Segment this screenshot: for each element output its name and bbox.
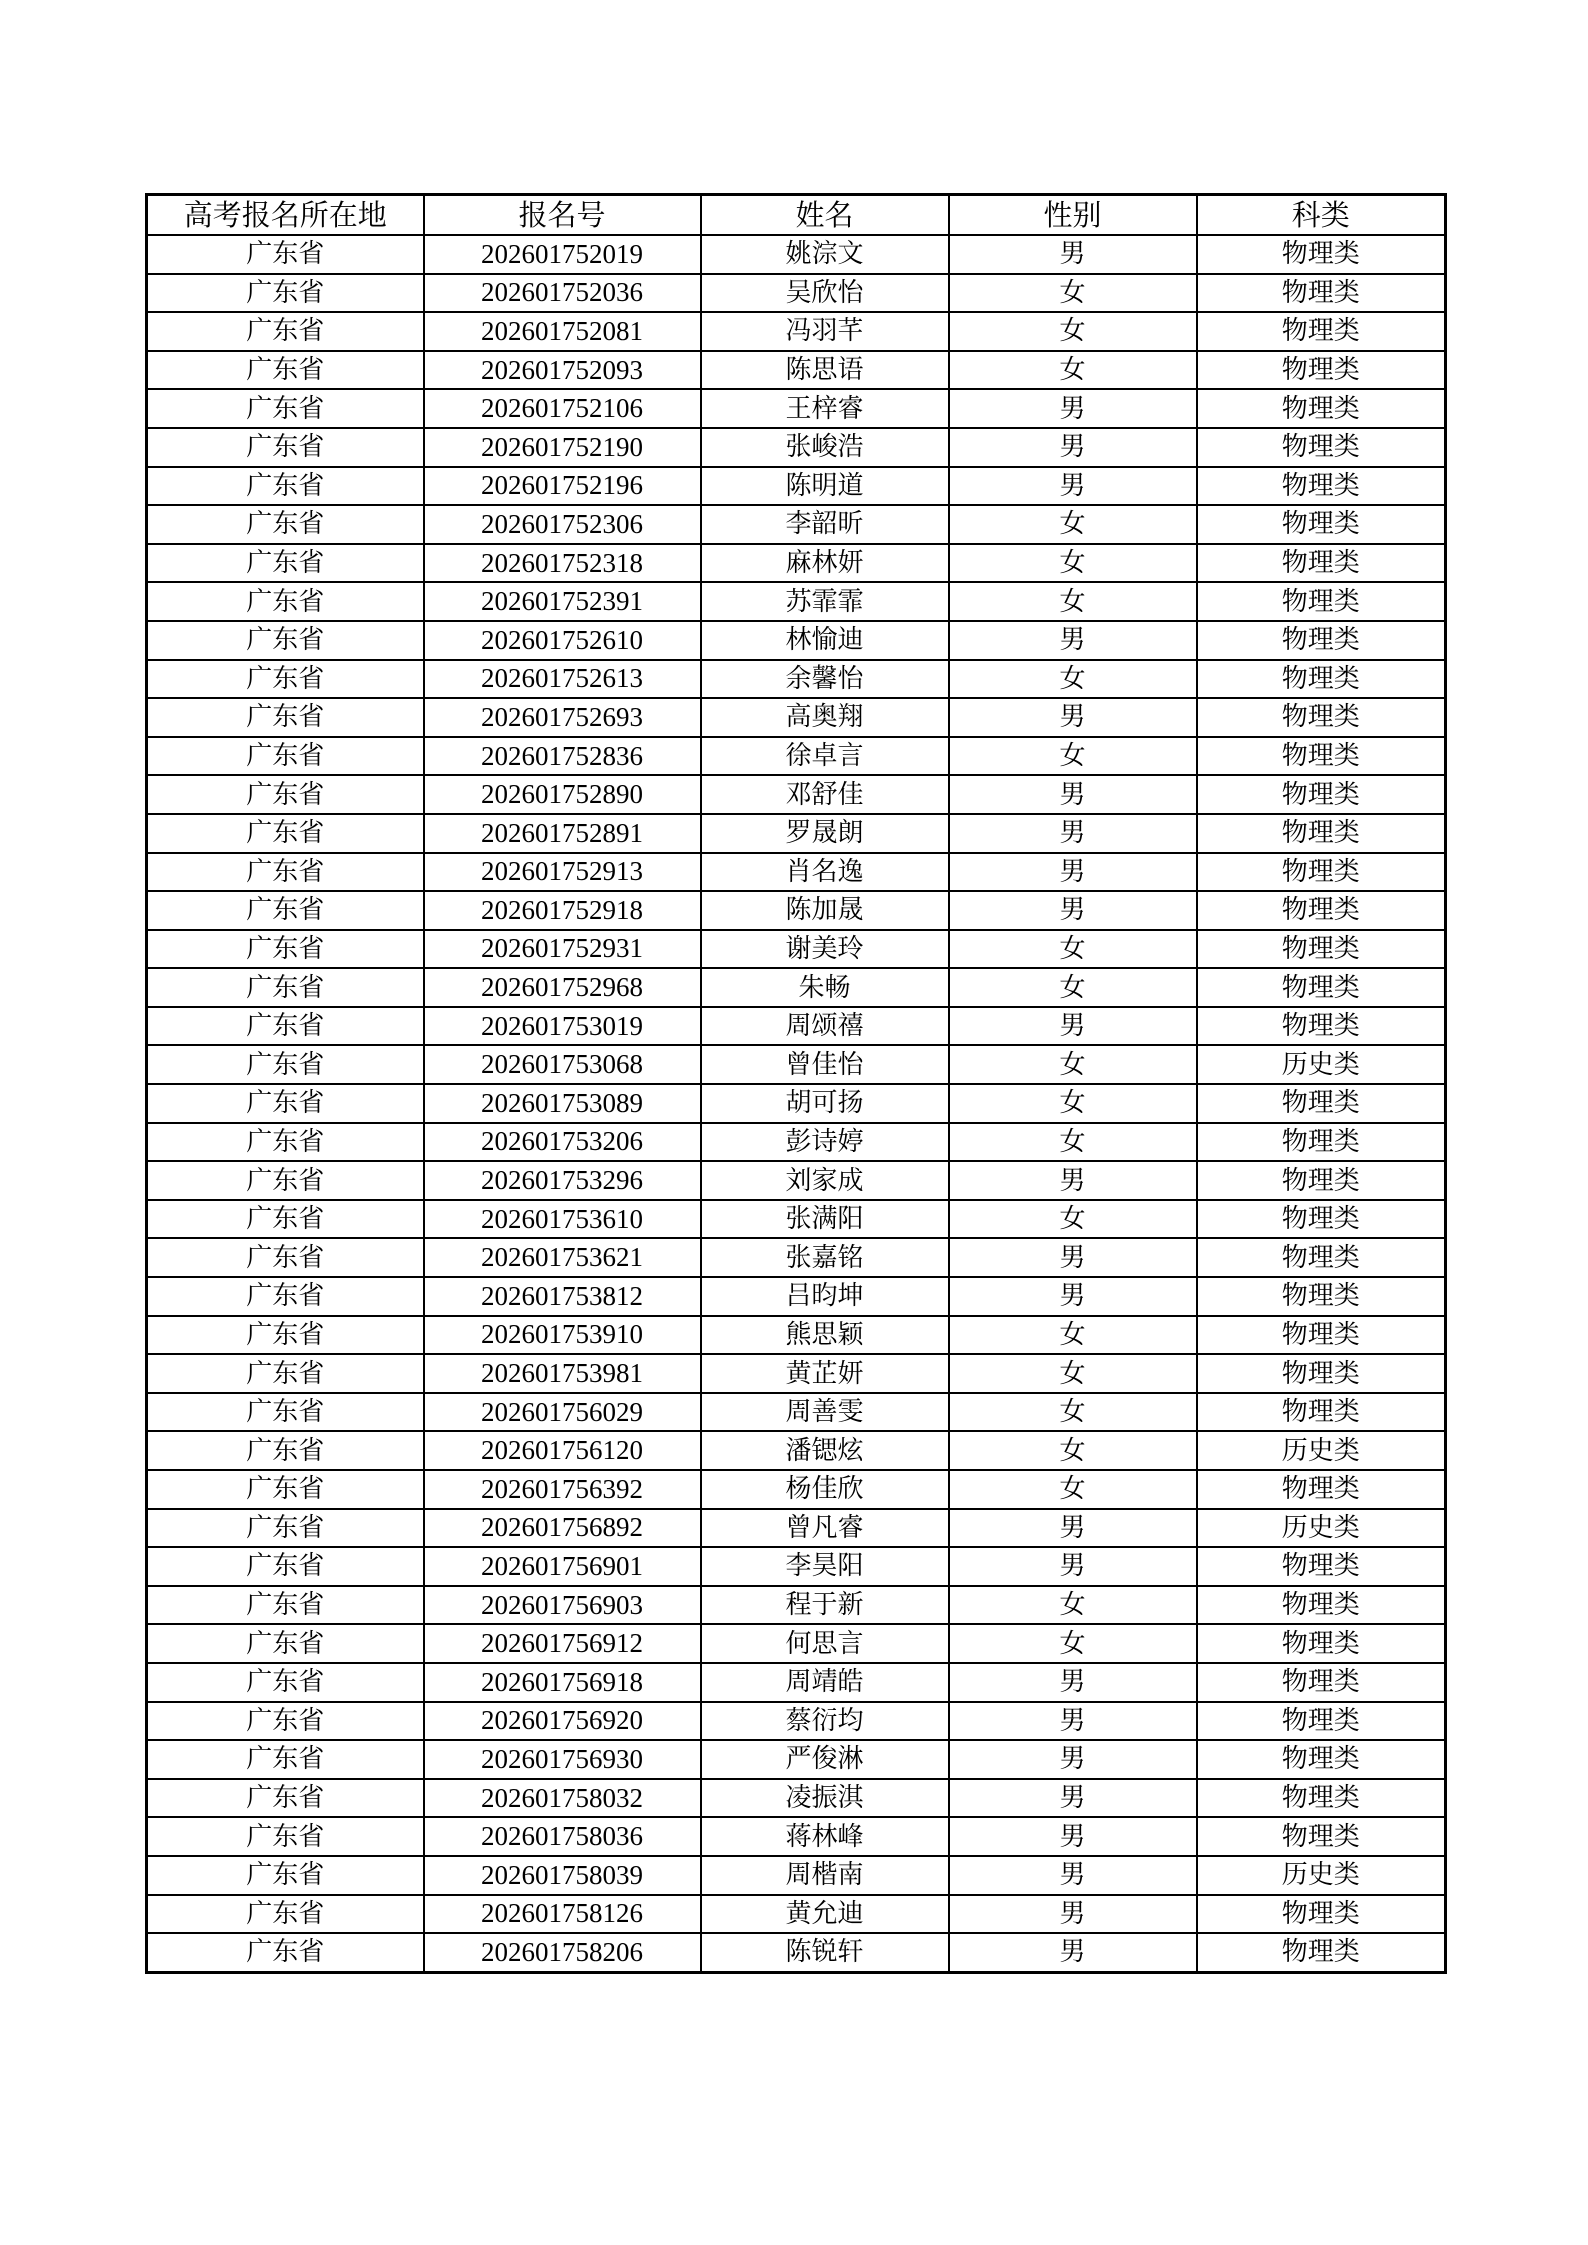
table-row <box>147 1740 1446 1779</box>
table-row <box>147 1238 1446 1277</box>
cell-location: 广东省 <box>147 660 424 699</box>
cell-subject-category: 物理类 <box>1197 968 1446 1007</box>
cell-name: 陈明道 <box>701 467 949 506</box>
cell-location: 广东省 <box>147 1779 424 1818</box>
table-row <box>147 1277 1446 1316</box>
cell-name: 刘家成 <box>701 1161 949 1200</box>
table-row <box>147 582 1446 621</box>
cell-name: 陈锐轩 <box>701 1933 949 1972</box>
table-row <box>147 1509 1446 1548</box>
cell-name: 胡可扬 <box>701 1084 949 1123</box>
cell-name: 王梓睿 <box>701 389 949 428</box>
cell-name: 何思言 <box>701 1624 949 1663</box>
cell-name: 张满阳 <box>701 1200 949 1239</box>
cell-registration-number: 202601753981 <box>424 1354 701 1393</box>
cell-registration-number: 202601756912 <box>424 1624 701 1663</box>
cell-subject-category: 物理类 <box>1197 1586 1446 1625</box>
cell-name: 吴欣怡 <box>701 274 949 313</box>
cell-name: 曾佳怡 <box>701 1045 949 1084</box>
cell-subject-category: 物理类 <box>1197 1702 1446 1741</box>
cell-gender: 男 <box>949 1856 1197 1895</box>
cell-name: 严俊淋 <box>701 1740 949 1779</box>
cell-registration-number: 202601752196 <box>424 467 701 506</box>
cell-name: 高奥翔 <box>701 698 949 737</box>
cell-registration-number: 202601756930 <box>424 1740 701 1779</box>
table-row <box>147 1586 1446 1625</box>
cell-location: 广东省 <box>147 1316 424 1355</box>
cell-registration-number: 202601752890 <box>424 775 701 814</box>
cell-name: 李昊阳 <box>701 1547 949 1586</box>
cell-gender: 女 <box>949 1431 1197 1470</box>
cell-location: 广东省 <box>147 891 424 930</box>
cell-gender: 女 <box>949 505 1197 544</box>
cell-location: 广东省 <box>147 1084 424 1123</box>
cell-registration-number: 202601758036 <box>424 1817 701 1856</box>
table-row <box>147 1007 1446 1046</box>
cell-registration-number: 202601752610 <box>424 621 701 660</box>
cell-gender: 女 <box>949 582 1197 621</box>
cell-registration-number: 202601752931 <box>424 930 701 969</box>
table-row <box>147 1084 1446 1123</box>
cell-gender: 女 <box>949 1393 1197 1432</box>
cell-registration-number: 202601752093 <box>424 351 701 390</box>
cell-subject-category: 历史类 <box>1197 1431 1446 1470</box>
cell-name: 蒋林峰 <box>701 1817 949 1856</box>
cell-gender: 男 <box>949 1007 1197 1046</box>
cell-registration-number: 202601756120 <box>424 1431 701 1470</box>
cell-name: 徐卓言 <box>701 737 949 776</box>
cell-location: 广东省 <box>147 1161 424 1200</box>
cell-registration-number: 202601752968 <box>424 968 701 1007</box>
cell-subject-category: 物理类 <box>1197 1084 1446 1123</box>
cell-location: 广东省 <box>147 351 424 390</box>
cell-name: 杨佳欣 <box>701 1470 949 1509</box>
cell-location: 广东省 <box>147 1624 424 1663</box>
cell-location: 广东省 <box>147 582 424 621</box>
cell-location: 广东省 <box>147 698 424 737</box>
cell-location: 广东省 <box>147 1123 424 1162</box>
table-row <box>147 1161 1446 1200</box>
cell-location: 广东省 <box>147 1933 424 1972</box>
cell-name: 朱畅 <box>701 968 949 1007</box>
cell-subject-category: 历史类 <box>1197 1045 1446 1084</box>
table-row <box>147 544 1446 583</box>
cell-name: 熊思颖 <box>701 1316 949 1355</box>
cell-subject-category: 物理类 <box>1197 235 1446 274</box>
cell-location: 广东省 <box>147 1509 424 1548</box>
cell-location: 广东省 <box>147 621 424 660</box>
cell-location: 广东省 <box>147 1817 424 1856</box>
cell-gender: 男 <box>949 1933 1197 1972</box>
cell-location: 广东省 <box>147 1200 424 1239</box>
cell-registration-number: 202601752913 <box>424 853 701 892</box>
cell-name: 冯羽芊 <box>701 312 949 351</box>
cell-gender: 男 <box>949 814 1197 853</box>
table-row <box>147 1702 1446 1741</box>
cell-location: 广东省 <box>147 1856 424 1895</box>
cell-name: 邓舒佳 <box>701 775 949 814</box>
cell-registration-number: 202601756918 <box>424 1663 701 1702</box>
cell-subject-category: 物理类 <box>1197 621 1446 660</box>
table-row <box>147 1624 1446 1663</box>
table-row <box>147 235 1446 274</box>
cell-gender: 男 <box>949 1277 1197 1316</box>
cell-gender: 女 <box>949 930 1197 969</box>
cell-name: 苏霏霏 <box>701 582 949 621</box>
cell-location: 广东省 <box>147 312 424 351</box>
cell-registration-number: 202601752836 <box>424 737 701 776</box>
cell-subject-category: 物理类 <box>1197 351 1446 390</box>
cell-gender: 男 <box>949 1779 1197 1818</box>
cell-registration-number: 202601753089 <box>424 1084 701 1123</box>
table-row <box>147 891 1446 930</box>
cell-subject-category: 物理类 <box>1197 389 1446 428</box>
cell-location: 广东省 <box>147 775 424 814</box>
cell-registration-number: 202601758206 <box>424 1933 701 1972</box>
cell-name: 林愉迪 <box>701 621 949 660</box>
cell-name: 陈思语 <box>701 351 949 390</box>
cell-gender: 男 <box>949 1663 1197 1702</box>
cell-name: 程于新 <box>701 1586 949 1625</box>
cell-name: 凌振淇 <box>701 1779 949 1818</box>
cell-subject-category: 物理类 <box>1197 1200 1446 1239</box>
table-row <box>147 1779 1446 1818</box>
cell-location: 广东省 <box>147 428 424 467</box>
cell-registration-number: 202601756892 <box>424 1509 701 1548</box>
cell-registration-number: 202601753812 <box>424 1277 701 1316</box>
cell-gender: 男 <box>949 621 1197 660</box>
cell-gender: 女 <box>949 312 1197 351</box>
cell-location: 广东省 <box>147 737 424 776</box>
cell-gender: 男 <box>949 1740 1197 1779</box>
cell-location: 广东省 <box>147 1547 424 1586</box>
cell-gender: 女 <box>949 544 1197 583</box>
cell-subject-category: 物理类 <box>1197 814 1446 853</box>
cell-name: 张峻浩 <box>701 428 949 467</box>
cell-registration-number: 202601758126 <box>424 1895 701 1934</box>
cell-name: 曾凡睿 <box>701 1509 949 1548</box>
table-row <box>147 698 1446 737</box>
cell-registration-number: 202601752190 <box>424 428 701 467</box>
cell-gender: 男 <box>949 235 1197 274</box>
cell-gender: 女 <box>949 1586 1197 1625</box>
table-row <box>147 274 1446 313</box>
cell-name: 麻林妍 <box>701 544 949 583</box>
cell-gender: 女 <box>949 1200 1197 1239</box>
cell-registration-number: 202601756029 <box>424 1393 701 1432</box>
cell-subject-category: 物理类 <box>1197 1354 1446 1393</box>
header-name: 姓名 <box>701 195 949 236</box>
cell-subject-category: 物理类 <box>1197 1933 1446 1972</box>
cell-subject-category: 物理类 <box>1197 1779 1446 1818</box>
table-row <box>147 467 1446 506</box>
cell-name: 谢美玲 <box>701 930 949 969</box>
cell-registration-number: 202601752918 <box>424 891 701 930</box>
cell-name: 李韶昕 <box>701 505 949 544</box>
cell-name: 吕昀坤 <box>701 1277 949 1316</box>
cell-registration-number: 202601758032 <box>424 1779 701 1818</box>
cell-registration-number: 202601753019 <box>424 1007 701 1046</box>
cell-gender: 女 <box>949 968 1197 1007</box>
cell-registration-number: 202601752081 <box>424 312 701 351</box>
cell-location: 广东省 <box>147 1238 424 1277</box>
table-row <box>147 1470 1446 1509</box>
roster-table <box>145 193 1447 1974</box>
cell-subject-category: 物理类 <box>1197 660 1446 699</box>
table-row <box>147 1933 1446 1972</box>
cell-subject-category: 物理类 <box>1197 274 1446 313</box>
cell-subject-category: 物理类 <box>1197 853 1446 892</box>
table-row <box>147 814 1446 853</box>
cell-gender: 女 <box>949 274 1197 313</box>
cell-location: 广东省 <box>147 968 424 1007</box>
cell-gender: 女 <box>949 1470 1197 1509</box>
cell-gender: 女 <box>949 1316 1197 1355</box>
cell-registration-number: 202601756392 <box>424 1470 701 1509</box>
table-row <box>147 1431 1446 1470</box>
table-row <box>147 428 1446 467</box>
cell-gender: 女 <box>949 1045 1197 1084</box>
cell-gender: 男 <box>949 1161 1197 1200</box>
cell-subject-category: 历史类 <box>1197 1856 1446 1895</box>
cell-location: 广东省 <box>147 1045 424 1084</box>
table-row <box>147 505 1446 544</box>
cell-subject-category: 物理类 <box>1197 1277 1446 1316</box>
cell-registration-number: 202601752613 <box>424 660 701 699</box>
cell-location: 广东省 <box>147 1663 424 1702</box>
table-row <box>147 1316 1446 1355</box>
cell-subject-category: 物理类 <box>1197 737 1446 776</box>
cell-gender: 男 <box>949 775 1197 814</box>
cell-gender: 女 <box>949 737 1197 776</box>
table-row <box>147 853 1446 892</box>
cell-registration-number: 202601753296 <box>424 1161 701 1200</box>
table-body <box>147 235 1446 1972</box>
cell-gender: 男 <box>949 1238 1197 1277</box>
table-row <box>147 1354 1446 1393</box>
table-row <box>147 737 1446 776</box>
cell-name: 黄允迪 <box>701 1895 949 1934</box>
cell-location: 广东省 <box>147 1431 424 1470</box>
cell-subject-category: 物理类 <box>1197 1624 1446 1663</box>
cell-registration-number: 202601752391 <box>424 582 701 621</box>
table-row <box>147 351 1446 390</box>
cell-registration-number: 202601752019 <box>424 235 701 274</box>
cell-subject-category: 物理类 <box>1197 1123 1446 1162</box>
cell-registration-number: 202601756901 <box>424 1547 701 1586</box>
table-row <box>147 775 1446 814</box>
header-row <box>147 195 1446 236</box>
table-row <box>147 621 1446 660</box>
cell-gender: 女 <box>949 1624 1197 1663</box>
table-row <box>147 1895 1446 1934</box>
cell-gender: 男 <box>949 853 1197 892</box>
cell-name: 周颂禧 <box>701 1007 949 1046</box>
cell-subject-category: 物理类 <box>1197 1547 1446 1586</box>
cell-location: 广东省 <box>147 389 424 428</box>
table-row <box>147 389 1446 428</box>
header-registration-number: 报名号 <box>424 195 701 236</box>
table-row <box>147 1200 1446 1239</box>
cell-subject-category: 历史类 <box>1197 1509 1446 1548</box>
cell-subject-category: 物理类 <box>1197 505 1446 544</box>
cell-location: 广东省 <box>147 1007 424 1046</box>
cell-subject-category: 物理类 <box>1197 1238 1446 1277</box>
cell-location: 广东省 <box>147 1277 424 1316</box>
cell-location: 广东省 <box>147 1354 424 1393</box>
cell-location: 广东省 <box>147 930 424 969</box>
cell-subject-category: 物理类 <box>1197 467 1446 506</box>
cell-subject-category: 物理类 <box>1197 312 1446 351</box>
cell-subject-category: 物理类 <box>1197 1007 1446 1046</box>
cell-gender: 男 <box>949 389 1197 428</box>
table-row <box>147 312 1446 351</box>
cell-subject-category: 物理类 <box>1197 1895 1446 1934</box>
cell-registration-number: 202601756920 <box>424 1702 701 1741</box>
header-location: 高考报名所在地 <box>147 195 424 236</box>
cell-location: 广东省 <box>147 1393 424 1432</box>
cell-subject-category: 物理类 <box>1197 1316 1446 1355</box>
cell-registration-number: 202601752036 <box>424 274 701 313</box>
table-header <box>147 195 1446 236</box>
cell-registration-number: 202601752693 <box>424 698 701 737</box>
roster-table-container <box>145 193 1444 1974</box>
header-subject-category: 科类 <box>1197 195 1446 236</box>
cell-location: 广东省 <box>147 853 424 892</box>
cell-name: 蔡衍均 <box>701 1702 949 1741</box>
cell-gender: 男 <box>949 1895 1197 1934</box>
cell-gender: 男 <box>949 891 1197 930</box>
cell-registration-number: 202601756903 <box>424 1586 701 1625</box>
cell-subject-category: 物理类 <box>1197 1663 1446 1702</box>
cell-location: 广东省 <box>147 467 424 506</box>
table-row <box>147 1393 1446 1432</box>
cell-name: 黄芷妍 <box>701 1354 949 1393</box>
table-row <box>147 1547 1446 1586</box>
cell-gender: 女 <box>949 1084 1197 1123</box>
cell-subject-category: 物理类 <box>1197 1470 1446 1509</box>
cell-subject-category: 物理类 <box>1197 1817 1446 1856</box>
cell-registration-number: 202601753068 <box>424 1045 701 1084</box>
cell-registration-number: 202601753610 <box>424 1200 701 1239</box>
cell-name: 张嘉铭 <box>701 1238 949 1277</box>
cell-subject-category: 物理类 <box>1197 582 1446 621</box>
cell-name: 肖名逸 <box>701 853 949 892</box>
cell-subject-category: 物理类 <box>1197 544 1446 583</box>
cell-registration-number: 202601752318 <box>424 544 701 583</box>
cell-registration-number: 202601753621 <box>424 1238 701 1277</box>
cell-registration-number: 202601752891 <box>424 814 701 853</box>
cell-name: 姚淙文 <box>701 235 949 274</box>
cell-subject-category: 物理类 <box>1197 1393 1446 1432</box>
cell-location: 广东省 <box>147 505 424 544</box>
table-row <box>147 1123 1446 1162</box>
cell-name: 陈加晟 <box>701 891 949 930</box>
cell-gender: 男 <box>949 1547 1197 1586</box>
cell-location: 广东省 <box>147 1895 424 1934</box>
cell-name: 周楷南 <box>701 1856 949 1895</box>
table-row <box>147 1856 1446 1895</box>
table-row <box>147 930 1446 969</box>
cell-gender: 女 <box>949 660 1197 699</box>
cell-name: 余馨怡 <box>701 660 949 699</box>
cell-subject-category: 物理类 <box>1197 930 1446 969</box>
table-row <box>147 660 1446 699</box>
cell-name: 潘锶炫 <box>701 1431 949 1470</box>
cell-registration-number: 202601753206 <box>424 1123 701 1162</box>
cell-name: 周靖皓 <box>701 1663 949 1702</box>
cell-registration-number: 202601752106 <box>424 389 701 428</box>
cell-location: 广东省 <box>147 235 424 274</box>
cell-location: 广东省 <box>147 544 424 583</box>
cell-subject-category: 物理类 <box>1197 698 1446 737</box>
cell-subject-category: 物理类 <box>1197 1740 1446 1779</box>
cell-subject-category: 物理类 <box>1197 1161 1446 1200</box>
cell-subject-category: 物理类 <box>1197 891 1446 930</box>
cell-gender: 男 <box>949 428 1197 467</box>
table-row <box>147 968 1446 1007</box>
cell-registration-number: 202601752306 <box>424 505 701 544</box>
cell-name: 彭诗婷 <box>701 1123 949 1162</box>
cell-location: 广东省 <box>147 1586 424 1625</box>
cell-location: 广东省 <box>147 274 424 313</box>
cell-registration-number: 202601753910 <box>424 1316 701 1355</box>
cell-registration-number: 202601758039 <box>424 1856 701 1895</box>
cell-subject-category: 物理类 <box>1197 428 1446 467</box>
cell-name: 周善雯 <box>701 1393 949 1432</box>
cell-gender: 男 <box>949 1817 1197 1856</box>
cell-gender: 男 <box>949 1702 1197 1741</box>
header-gender: 性别 <box>949 195 1197 236</box>
cell-location: 广东省 <box>147 1470 424 1509</box>
cell-gender: 男 <box>949 1509 1197 1548</box>
table-row <box>147 1045 1446 1084</box>
cell-location: 广东省 <box>147 1702 424 1741</box>
cell-gender: 女 <box>949 1354 1197 1393</box>
cell-name: 罗晟朗 <box>701 814 949 853</box>
cell-gender: 女 <box>949 1123 1197 1162</box>
table-row <box>147 1663 1446 1702</box>
cell-gender: 男 <box>949 698 1197 737</box>
cell-subject-category: 物理类 <box>1197 775 1446 814</box>
cell-gender: 男 <box>949 467 1197 506</box>
table-row <box>147 1817 1446 1856</box>
cell-gender: 女 <box>949 351 1197 390</box>
cell-location: 广东省 <box>147 1740 424 1779</box>
cell-location: 广东省 <box>147 814 424 853</box>
